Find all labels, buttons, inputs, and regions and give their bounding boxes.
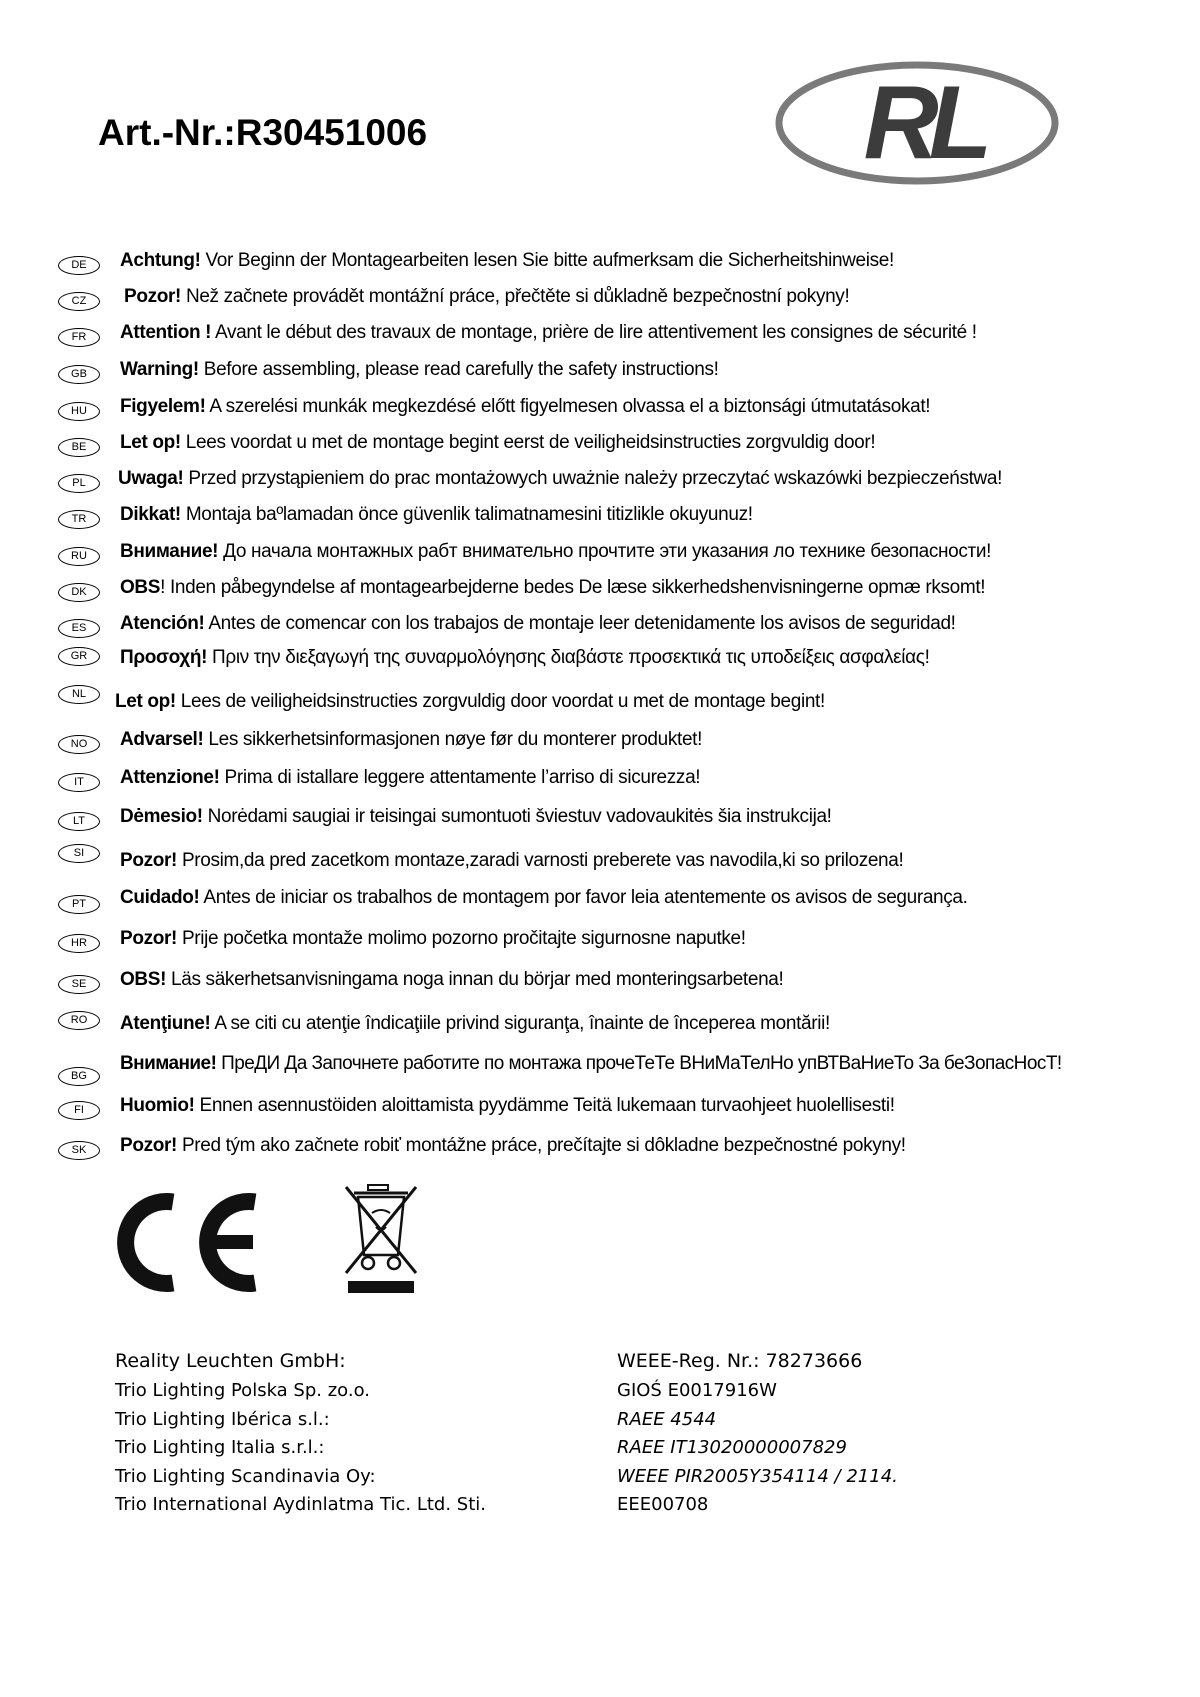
company-name: Trio International Aydinlatma Tic. Ltd. Sti. xyxy=(115,1494,486,1515)
warning-row xyxy=(0,1095,1200,1125)
warning-row xyxy=(0,468,1200,498)
warning-body: Norėdami saugiai ir teisingai sumontuoti šviestuv vadovaukitės šia instrukcija! xyxy=(202,806,832,827)
warning-text xyxy=(120,613,956,635)
warning-text xyxy=(120,359,719,381)
registration-number: WEEE-Reg. Nr.: 78273666 xyxy=(617,1350,863,1372)
warning-text xyxy=(120,504,753,526)
warning-body: Avant le début des travaux de montage, prière de lire attentivement les consignes de sécurité ! xyxy=(211,322,977,343)
warning-body: Prosim,da pred zacetkom montaze,zaradi varnosti preberete vas navodila,ki so prilozena! xyxy=(177,850,904,871)
warning-label: Figyelem! xyxy=(120,396,206,417)
warning-text xyxy=(120,928,746,950)
language-badge: RU xyxy=(58,547,100,566)
warning-row xyxy=(0,541,1200,571)
warning-text xyxy=(115,691,825,713)
language-badge: DK xyxy=(58,583,100,602)
warning-text xyxy=(120,767,700,789)
warning-label: Uwaga! xyxy=(118,468,184,489)
logo-text: RL xyxy=(863,65,983,181)
warning-body: Než začnete provádět montážní práce, přečtěte si důkladně bezpečnostní pokyny! xyxy=(181,286,850,307)
warning-text xyxy=(118,468,1002,490)
warning-row xyxy=(0,286,1200,316)
registration-number: EEE00708 xyxy=(617,1494,709,1515)
warning-row xyxy=(0,887,1200,917)
warning-text xyxy=(120,1013,830,1035)
ce-mark-icon xyxy=(115,1190,265,1295)
warning-label: Pozor! xyxy=(124,286,182,307)
warning-text xyxy=(120,1095,895,1117)
language-badge: LT xyxy=(58,812,100,831)
warning-body: Vor Beginn der Montagearbeiten lesen Sie bitte aufmerksam die Sicherheitshinweise! xyxy=(200,250,894,271)
warning-row xyxy=(0,396,1200,426)
warning-body: Läs säkerhetsanvisningama noga innan du börjar med monteringsarbetena! xyxy=(166,969,784,990)
warning-row xyxy=(0,1135,1200,1165)
language-badge: BE xyxy=(58,438,100,457)
language-badge: FR xyxy=(58,328,100,347)
warning-label: Cuidado! xyxy=(120,887,200,908)
language-badge: PL xyxy=(58,474,100,493)
warning-text xyxy=(120,396,930,418)
warning-label: Let op! xyxy=(115,691,176,712)
warning-body: Ennen asennustöiden aloittamista pyydämme Teitä lukemaan turvaohjeet huolellisesti! xyxy=(194,1095,895,1116)
company-name: Trio Lighting Ibérica s.l.: xyxy=(115,1408,330,1430)
warning-body: Les sikkerhetsinformasjonen nøye før du monterer produktet! xyxy=(203,729,703,750)
warning-text xyxy=(120,432,875,454)
warning-label: Atenţiune! xyxy=(120,1013,211,1034)
weee-bin-icon xyxy=(342,1183,420,1295)
company-name: Reality Leuchten GmbH: xyxy=(115,1350,346,1372)
registration-number: WEEE PIR2005Y354114 / 2114. xyxy=(617,1465,898,1487)
warning-text xyxy=(120,322,977,344)
warning-row xyxy=(0,844,1200,874)
warning-text xyxy=(120,250,894,272)
warning-label: Atención! xyxy=(120,613,205,634)
warning-row xyxy=(0,577,1200,607)
warning-body: A szerelési munkák megkezdésé előtt figyelmesen olvassa el a biztonsági útmutatásokat! xyxy=(205,396,931,417)
language-badge: TR xyxy=(58,510,100,529)
language-badge: NL xyxy=(58,685,100,704)
warning-body: До начала монтажных рабт внимательно прочтите эти указания ло технике безопасности! xyxy=(218,541,992,562)
warning-row xyxy=(0,729,1200,759)
warning-text xyxy=(120,1053,1062,1075)
warning-body: Antes de comencar con los trabajos de montaje leer detenidamente los avisos de seguridad! xyxy=(204,613,956,634)
language-badge: SI xyxy=(58,844,100,863)
warning-body: Lees voordat u met de montage begint eerst de veiligheidsinstructies zorgvuldig door! xyxy=(180,432,876,453)
warning-body: Montaja baºlamadan önce güvenlik talimatnamesini titizlikle okuyunuz! xyxy=(180,504,753,525)
warning-body: Przed przystąpieniem do prac montażowych uważnie należy przeczytać wskazówki bezpieczeństwa! xyxy=(183,468,1003,489)
language-badge: GB xyxy=(58,365,100,384)
language-badge: PT xyxy=(58,895,100,914)
warning-body: Antes de iniciar os trabalhos de montagem por favor leia atentemente os avisos de segurança. xyxy=(199,887,968,908)
language-badge: SE xyxy=(58,975,100,994)
warning-text xyxy=(120,806,832,828)
rl-logo xyxy=(775,58,1060,188)
warning-label: Attention ! xyxy=(120,322,212,343)
company-name: Trio Lighting Polska Sp. zo.o. xyxy=(115,1380,371,1401)
language-badge: BG xyxy=(58,1067,100,1086)
warning-text xyxy=(120,577,985,599)
language-badge: RO xyxy=(58,1011,100,1030)
warning-label: Внимание! xyxy=(120,1053,217,1074)
company-name: Trio Lighting Scandinavia Oy: xyxy=(115,1465,376,1487)
language-badge: CZ xyxy=(58,292,100,311)
warning-body: Before assembling, please read carefully the safety instructions! xyxy=(198,359,719,380)
warning-label: Pozor! xyxy=(120,1135,178,1156)
warning-row xyxy=(0,685,1200,715)
warning-row xyxy=(0,250,1200,280)
warning-label: Warning! xyxy=(120,359,199,380)
registration-number: GIOŚ E0017916W xyxy=(617,1380,777,1401)
warning-text xyxy=(120,969,783,991)
warning-label: Huomio! xyxy=(120,1095,195,1116)
language-badge: IT xyxy=(58,773,100,792)
warning-row xyxy=(0,806,1200,836)
warning-body: Pred tým ako začnete robiť montážne práce, prečítajte si dôkladne bezpečnostné pokyny! xyxy=(177,1135,906,1156)
registration-number: RAEE IT13020000007829 xyxy=(617,1437,847,1458)
warning-row xyxy=(0,969,1200,999)
warning-label: Achtung! xyxy=(120,250,201,271)
warning-body: A se citi cu atenţie îndicaţiile privind siguranţa, înainte de începerea montării! xyxy=(210,1013,830,1034)
warning-row xyxy=(0,767,1200,797)
warning-label: Pozor! xyxy=(120,850,178,871)
warning-body: Prima di istallare leggere attentamente l’arriso di sicurezza! xyxy=(219,767,701,788)
language-badge: NO xyxy=(58,735,100,754)
warning-text xyxy=(120,729,702,751)
warning-body: Πριν την διεξαγωγή της συναρμολόγησης διαβάστε προσεκτικά τις υποδείξεις ασφαλείας! xyxy=(207,647,930,668)
article-number: Art.-Nr.:R30451006 xyxy=(98,112,428,153)
warning-label: Внимание! xyxy=(120,541,219,562)
language-badge: SK xyxy=(58,1141,100,1160)
warning-label: Advarsel! xyxy=(120,729,204,750)
warning-body: ПреДИ Да Започнете работите по монтажа прочеТеТе ВНиМаТелНо упВТВаНиеТо За беЗопасНосТ! xyxy=(216,1053,1062,1074)
warning-row xyxy=(0,432,1200,462)
registration-number: RAEE 4544 xyxy=(617,1408,717,1430)
warning-label: Pozor! xyxy=(120,928,178,949)
warning-row xyxy=(0,647,1200,677)
warning-text xyxy=(120,887,968,909)
warning-label: Dikkat! xyxy=(120,504,181,525)
warning-label: Προσοχή! xyxy=(120,647,208,668)
warning-row xyxy=(0,1009,1200,1039)
language-badge: ES xyxy=(58,619,100,638)
language-badge: HR xyxy=(58,934,100,953)
warning-text xyxy=(120,541,991,563)
warning-label: Let op! xyxy=(120,432,181,453)
warning-text xyxy=(124,286,849,308)
language-badge: GR xyxy=(58,647,100,666)
language-badge: HU xyxy=(58,402,100,421)
warning-label: OBS xyxy=(120,577,161,598)
warning-label: Attenzione! xyxy=(120,767,220,788)
warning-row xyxy=(0,613,1200,643)
warning-row xyxy=(0,504,1200,534)
language-badge: FI xyxy=(58,1101,100,1120)
warning-row xyxy=(0,928,1200,958)
warning-row xyxy=(0,1053,1200,1083)
warning-label: Dėmesio! xyxy=(120,806,203,827)
warning-row xyxy=(0,322,1200,352)
warning-text xyxy=(120,1135,906,1157)
warning-row xyxy=(0,359,1200,389)
company-name: Trio Lighting Italia s.r.l.: xyxy=(115,1437,325,1458)
warning-text xyxy=(120,647,930,669)
warning-body: Lees de veiligheidsinstructies zorgvuldig door voordat u met de montage begint! xyxy=(175,691,825,712)
warning-label: OBS! xyxy=(120,969,167,990)
company-list xyxy=(115,1350,486,1523)
warning-body: Prije početka montaže molimo pozorno pročitajte sigurnosne naputke! xyxy=(177,928,746,949)
language-badge: DE xyxy=(58,256,100,275)
warning-text xyxy=(120,850,903,872)
registration-list xyxy=(617,1350,898,1523)
warning-body: ! Inden påbegyndelse af montagearbejderne bedes De læse sikkerhedshenvisningerne opmæ rksomt! xyxy=(160,577,986,598)
